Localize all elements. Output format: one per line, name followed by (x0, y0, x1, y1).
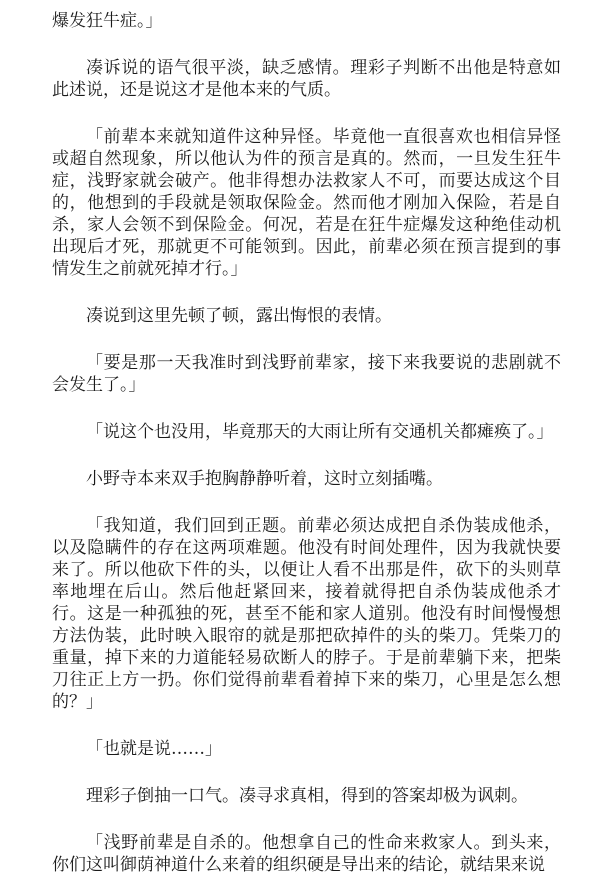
paragraph-10: 理彩子倒抽一口气。凑寻求真相，得到的答案却极为讽刺。 (86, 786, 528, 806)
paragraph-1: 爆发狂牛症。」 (52, 11, 163, 31)
paragraph-9: 「也就是说……」 (86, 739, 222, 759)
paragraph-11: 「浅野前辈是自杀的。他想拿自己的性命来救家人。到头来，你们这叫御荫神道什么来着的组织硬是导出来的结论，就结果来说 (52, 833, 561, 875)
paragraph-6: 「说这个也没用，毕竟那天的大雨让所有交通机关都瘫痪了。」 (86, 422, 554, 442)
paragraph-7: 小野寺本来双手抱胸静静听着，这时立刻插嘴。 (86, 469, 443, 489)
paragraph-5: 「要是那一天我准时到浅野前辈家，接下来我要说的悲剧就不会发生了。」 (52, 353, 561, 395)
paragraph-2: 凑诉说的语气很平淡，缺乏感情。理彩子判断不出他是特意如此述说，还是说这才是他本来的气质。 (52, 58, 561, 100)
paragraph-8: 「我知道，我们回到正题。前辈必须达成把自杀伪装成他杀，以及隐瞒件的存在这两项难题。他没有时间处理件，因为我就快要来了。所以他砍下件的头，以便让人看不出那是件，砍下的头则草率地埋在后山。然后他赶紧回来，接着就得把自杀伪装成他杀才行。这是一种孤独的死，甚至不能和家人道别。他没有时间慢慢想方法伪装，此时映入眼帘的就是那把砍掉件的头的柴刀。凭柴刀的重量，掉下来的力道能轻易砍断人的脖子。于是前辈躺下来，把柴刀往正上方一扔。你们觉得前辈看着掉下来的柴刀，心里是怎么想的？」 (52, 516, 561, 712)
paragraph-4: 凑说到这里先顿了顿，露出悔恨的表情。 (86, 306, 392, 326)
paragraph-3: 「前辈本来就知道件这种异怪。毕竟他一直很喜欢也相信异怪或超自然现象，所以他认为件的预言是真的。然而，一旦发生狂牛症，浅野家就会破产。他非得想办法救家人不可，而要达成这个目的，他想到的手段就是领取保险金。然而他才刚加入保险，若是自杀，家人会领不到保险金。何况，若是在狂牛症爆发这种绝佳动机出现后才死，那就更不可能领到。因此，前辈必须在预言提到的事情发生之前就死掉才行。」 (52, 127, 561, 279)
